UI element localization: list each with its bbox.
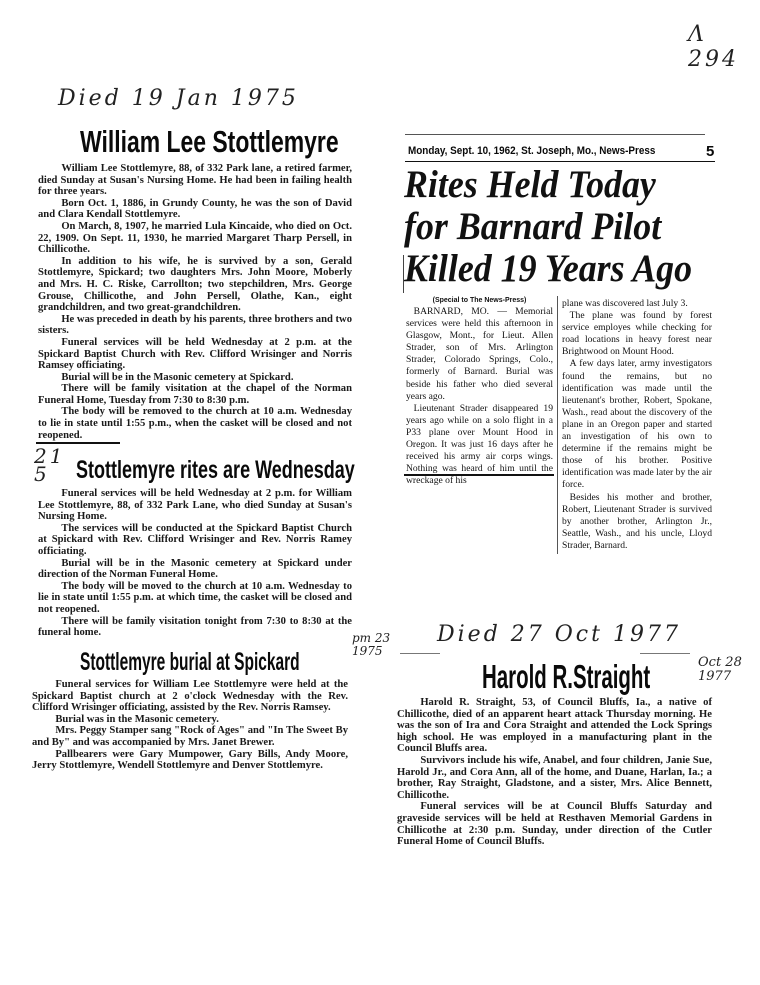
paragraph: BARNARD, MO. — Memorial services were held this afternoon in Glasgow, Mont., for Lieut. Allen Strader, son of Mrs. Arlington Strader, Colorado Springs, Colo., formerly of Barnard. Burial was beside his father who died several years ago. — [406, 306, 553, 402]
paragraph: plane was discovered last July 3. — [562, 298, 688, 309]
paragraph: The body will be moved to the church at 10 a.m. Wednesday to lie in state until 1:55 p.m. at which time, the casket will be closed and not reopened. — [38, 580, 352, 615]
paragraph: On March, 8, 1907, he married Lula Kincaide, who died on Oct. 22, 1909. On Sept. 11, 1930, he married Margaret Tharp Persell, in Chillicothe. — [38, 220, 352, 256]
divider — [405, 134, 705, 135]
article-body — [397, 697, 712, 848]
handwritten-burial-date: pm 23 1975 — [352, 631, 391, 658]
article-column-2 — [562, 298, 712, 552]
article-body — [38, 163, 352, 441]
paragraph: Burial was in the Masonic cemetery. — [55, 713, 219, 725]
handwritten-page-number: Λ 294 — [688, 22, 739, 72]
divider — [404, 474, 554, 476]
divider — [400, 653, 440, 654]
paragraph: Survivors include his wife, Anabel, and four children, Janie Sue, Harold Jr., and Cora Ann, all of the home, and Duane, Harlan, Ia.; a brother, Ray Straight, Gladstone, and a sister, Mrs. Alice Bennett, Chillicothe. — [397, 754, 712, 801]
divider — [36, 442, 120, 444]
byline: (Special to The News-Press) — [432, 297, 527, 304]
article-body — [38, 488, 352, 639]
divider — [640, 653, 690, 654]
handwritten-margin-number: 21 5 — [34, 444, 66, 486]
handwritten-death-date: Died 19 Jan 1975 — [58, 86, 299, 111]
page-number: 5 — [706, 143, 715, 160]
paragraph: Burial will be in the Masonic cemetery at Spickard under direction of the Norman Funeral Home. — [38, 557, 352, 581]
headline — [404, 164, 692, 290]
paragraph: Lieutenant Strader disappeared 19 years ago while on a solo flight in a P33 plane over Mount Hood in Oregon. It was just 16 days after he received his army air corps wings. Nothing was heard of him until the wreckage of his — [406, 402, 553, 487]
article-column-1 — [406, 297, 553, 487]
dateline: Monday, Sept. 10, 1962, St. Joseph, Mo., News-Press — [408, 145, 656, 157]
paragraph: Funeral services for William Lee Stottlemyre were held at the Spickard Baptist church at 2 o'clock Wednesday with the Rev. Clifford Wrisinger officiating, assisted by the Rev. Norris Ramsey. — [32, 679, 348, 714]
paragraph: William Lee Stottlemyre, 88, of 332 Park lane, a retired farmer, died Sunday at Susan's Nursing Home. He had been in failing health for three years. — [38, 163, 352, 198]
paragraph: Born Oct. 1, 1886, in Grundy County, he was the son of David and Clara Kendall Stottlemyre. — [38, 197, 352, 221]
handwritten-publication-date: Oct 28 1977 — [698, 655, 742, 684]
headline-line: Killed 19 Years Ago — [404, 247, 693, 290]
divider — [405, 161, 715, 162]
headline-line: Rites Held Today — [404, 163, 656, 206]
column-rule — [557, 296, 558, 554]
paragraph: Burial will be in the Masonic cemetery at Spickard. — [61, 371, 294, 383]
article-title: William Lee Stottlemyre — [80, 124, 339, 159]
paragraph: Pallbearers were Gary Mumpower, Gary Bills, Andy Moore, Jerry Stottlemyre, Wendell Stottlemyre and Denver Stottlemyre. — [32, 748, 348, 772]
paragraph: The services will be conducted at the Spickard Baptist Church at Spickard with Rev. Clifford Wrisinger and Rev. Norris Ramey officiating. — [38, 522, 352, 557]
paragraph: Funeral services will be at Council Bluffs Saturday and graveside services will be held at Resthaven Memorial Gardens in Chillicothe at 2:30 p.m. Sunday, under direction of the Cutler Funeral Home of Council Bluffs. — [397, 801, 712, 848]
article-title: Stottlemyre rites are Wednesday — [76, 456, 355, 484]
handwritten-death-date-2: Died 27 Oct 1977 — [437, 622, 681, 647]
paragraph: A few days later, army investigators found the remains, but no identification was made until the lieutenant's brother, Robert, Spokane, Wash., read about the discovery of the plane in an Oregon paper and started an investigation of his own to determine if the remains might be those of his brother. Positive identification was made later by the air force. — [562, 358, 712, 491]
paragraph: Besides his mother and brother, Robert, Lieutenant Strader is survived by another brother, Arlington Jr., Seattle, Wash., and his uncle, Lloyd Strader, Barnard. — [562, 491, 712, 551]
paragraph: Funeral services will be held Wednesday at 2 p.m. at the Spickard Baptist Church with Rev. Clifford Wrisinger and Norris Ramsey officiating. — [38, 336, 352, 372]
paragraph: Harold R. Straight, 53, of Council Bluffs, Ia., a native of Chillicothe, died of an apparent heart attack Thursday morning. He was the son of Ira and Cora Straight and attended the Lock Springs high school. He was employed in a manufacturing plant in the Council Bluffs area. — [397, 697, 712, 755]
divider — [403, 255, 404, 293]
article-body — [32, 679, 348, 772]
paragraph: Funeral services will be held Wednesday at 2 p.m. for William Lee Stottlemyre, 88, of 332 Park Lane, who died Sunday at Susan's Nursing Home. — [38, 488, 352, 523]
headline-line: for Barnard Pilot — [404, 205, 662, 248]
paragraph: He was preceded in death by his parents, three brothers and two sisters. — [38, 313, 352, 337]
paragraph: The body will be removed to the church at 10 a.m. Wednesday to lie in state until 1:55 p.m., when the casket will be closed and not reopened. — [38, 406, 352, 441]
article-title: Harold R.Straight — [482, 658, 651, 695]
paragraph: Mrs. Peggy Stamper sang "Rock of Ages" and "In The Sweet By and By" and was accompanied by Mrs. Janet Brewer. — [32, 725, 348, 748]
paragraph: There will be family visitation tonight from 7:30 to 8:30 at the funeral home. — [38, 615, 352, 639]
paragraph: There will be family visitation at the chapel of the Norman Funeral Home, Tuesday from 7:30 to 8:30 p.m. — [38, 383, 352, 406]
paragraph: The plane was found by forest service employes while checking for road locations in heavy forest near Brightwood on Mount Hood. — [562, 310, 712, 358]
paragraph: In addition to his wife, he is survived by a son, Gerald Stottlemyre, Spickard; two daughters Mrs. John Moore, Moberly and Mrs. H. C. Riske, Carrollton; two stepchildren, Mrs. George Grouse, Chillicothe, and John Persell, Olathe, Kan., eight grandchildren, and two great-grandchildren. — [38, 255, 352, 314]
article-title: Stottlemyre burial at Spickard — [80, 648, 300, 676]
